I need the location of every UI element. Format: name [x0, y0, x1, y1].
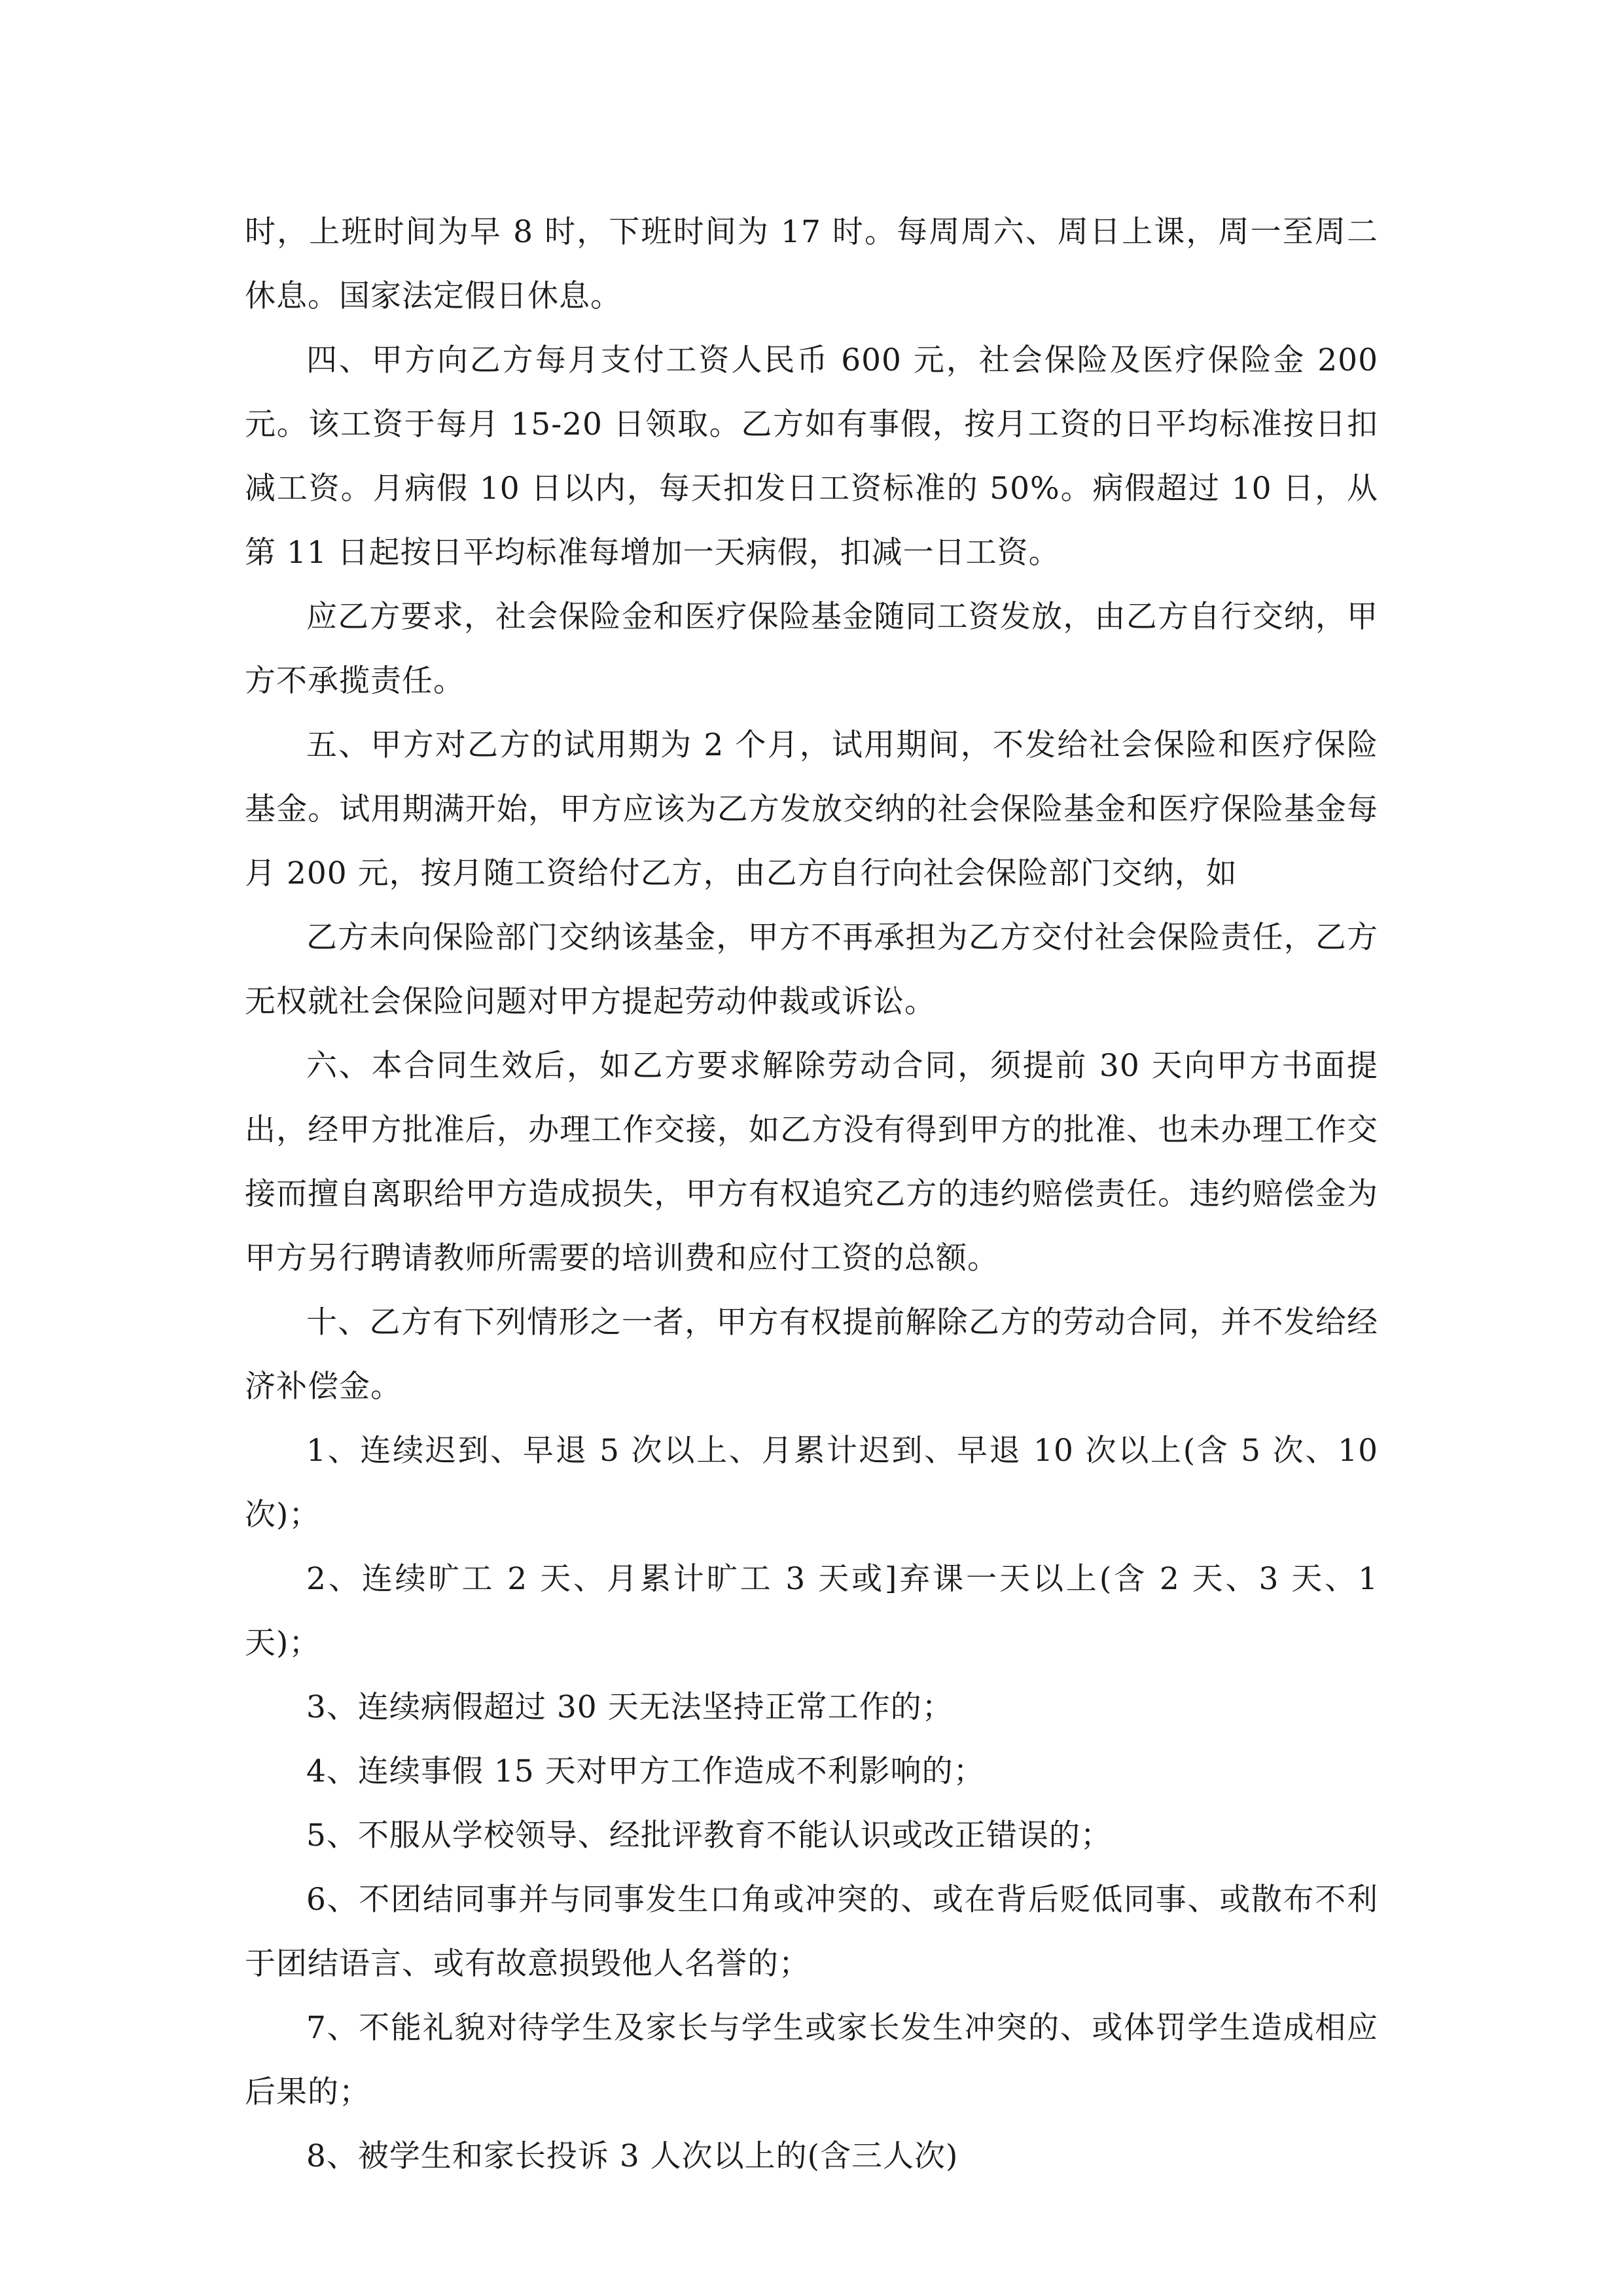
list-item-1: 1、连续迟到、早退 5 次以上、月累计迟到、早退 10 次以上(含 5 次、10 次)；	[245, 1433, 1378, 1533]
paragraph-clause-4: 四、甲方向乙方每月支付工资人民币 600 元，社会保险及医疗保险金 200 元。该工资于每月 15-20 日领取。乙方如有事假，按月工资的日平均标准按日扣减工资。月病假 10 日以内，每天扣发日工资标准的 50%。病假超过 10 日，从第 11 日起按日平均标准每增加一天病假，扣减一日工资。	[245, 342, 1378, 571]
paragraph-continuation: 时，上班时间为早 8 时，下班时间为 17 时。每周周六、周日上课，周一至周二休息。国家法定假日休息。	[245, 214, 1378, 314]
paragraph-clause-10: 十、乙方有下列情形之一者，甲方有权提前解除乙方的劳动合同，并不发给经济补偿金。	[245, 1304, 1378, 1405]
list-item-8: 8、被学生和家长投诉 3 人次以上的(含三人次)	[306, 2138, 959, 2174]
paragraph-insurance-request: 应乙方要求，社会保险金和医疗保险基金随同工资发放，由乙方自行交纳，甲方不承揽责任。	[245, 599, 1378, 699]
list-item-4: 4、连续事假 15 天对甲方工作造成不利影响的；	[306, 1753, 985, 1789]
list-item-2: 2、连续旷工 2 天、月累计旷工 3 天或]弃课一天以上(含 2 天、3 天、1 天)；	[245, 1561, 1378, 1661]
paragraph-clause-6: 六、本合同生效后，如乙方要求解除劳动合同，须提前 30 天向甲方书面提出，经甲方批准后，办理工作交接，如乙方没有得到甲方的批准、也未办理工作交接而擅自离职给甲方造成损失，甲方有权追究乙方的违约赔偿责任。违约赔偿金为甲方另行聘请教师所需要的培训费和应付工资的总额。	[245, 1048, 1378, 1276]
list-item-5: 5、不服从学校领导、经批评教育不能认识或改正错误的；	[306, 1818, 1112, 1854]
list-item-3: 3、连续病假超过 30 天无法坚持正常工作的；	[306, 1689, 954, 1725]
document-body	[245, 200, 1378, 2189]
paragraph-clause-5-continued: 乙方未向保险部门交纳该基金，甲方不再承担为乙方交付社会保险责任，乙方无权就社会保险问题对甲方提起劳动仲裁或诉讼。	[245, 920, 1378, 1020]
list-item-7: 7、不能礼貌对待学生及家长与学生或家长发生冲突的、或体罚学生造成相应后果的；	[245, 2010, 1378, 2110]
paragraph-clause-5: 五、甲方对乙方的试用期为 2 个月，试用期间，不发给社会保险和医疗保险基金。试用期满开始，甲方应该为乙方发放交纳的社会保险基金和医疗保险基金每月 200 元，按月随工资给付乙方，由乙方自行向社会保险部门交纳，如	[245, 727, 1378, 891]
list-item-6: 6、不团结同事并与同事发生口角或冲突的、或在背后贬低同事、或散布不利于团结语言、或有故意损毁他人名誉的；	[245, 1882, 1378, 1982]
